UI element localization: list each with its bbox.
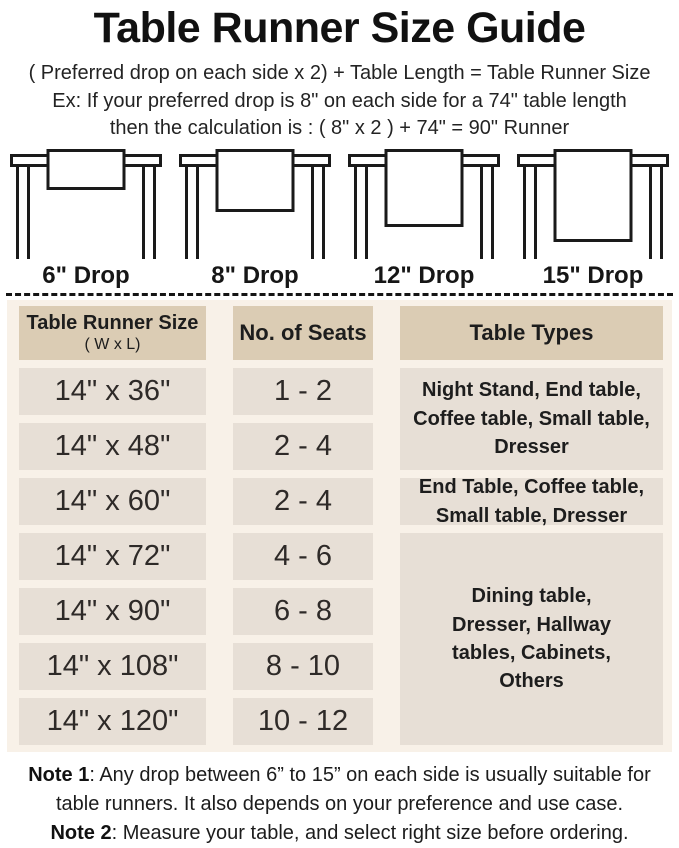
- runner-size-cell: 14" x 48": [19, 423, 206, 470]
- note-1-label: Note 1: [28, 764, 90, 786]
- size-table-panel: [7, 300, 672, 752]
- runner-size-cell: 14" x 108": [19, 643, 206, 690]
- column-header-runner-size-title: Table Runner Size: [26, 311, 199, 334]
- seats-cell: 8 - 10: [233, 643, 373, 690]
- table-types-cell: [400, 478, 663, 525]
- page-title: Table Runner Size Guide: [93, 4, 586, 52]
- table-runner-drape: [216, 149, 295, 212]
- drop-label: 8" Drop: [211, 262, 299, 289]
- column-header-runner-size-sub: ( W x L): [84, 335, 141, 353]
- table-leg-left: [185, 165, 199, 259]
- note-2-label: Note 2: [50, 822, 112, 844]
- table-runner-drape: [47, 149, 126, 190]
- runner-size-cell: 14" x 120": [19, 698, 206, 745]
- table-runner-drape: [385, 149, 464, 227]
- table-types-cell: [400, 368, 663, 470]
- table-types-text: Dining table, Dresser, Hallway tables, Cabinets, Others: [452, 585, 611, 693]
- table-leg-right: [480, 165, 494, 259]
- seats-cell: 2 - 4: [233, 478, 373, 525]
- header-section: [0, 0, 679, 142]
- dashed-divider: [6, 293, 673, 296]
- column-header-table-types: Table Types: [400, 306, 663, 360]
- column-header-seats: No. of Seats: [233, 306, 373, 360]
- seats-cell: 6 - 8: [233, 588, 373, 635]
- note-1: [8, 761, 672, 819]
- seats-cell: 10 - 12: [233, 698, 373, 745]
- table-drop-figure: [179, 149, 331, 290]
- table-runner-drape: [554, 149, 633, 242]
- note-2-text: : Measure your table, and select right size before ordering.: [111, 822, 629, 844]
- table-types-text: End Table, Coffee table, Small table, Dresser: [418, 476, 645, 527]
- example-line-2: then the calculation is : ( 8" x 2 ) + 74" = 90" Runner: [109, 116, 570, 139]
- note-2: [8, 819, 672, 848]
- runner-size-cell: 14" x 60": [19, 478, 206, 525]
- table-drop-figure: [348, 149, 500, 290]
- formula-text: ( Preferred drop on each side x 2) + Table Length = Table Runner Size: [28, 62, 651, 85]
- table-leg-right: [142, 165, 156, 259]
- note-1-text: : Any drop between 6” to 15” on each side is usually suitable for table runners. It also depends on your preference and use case.: [55, 764, 651, 815]
- runner-size-cell: 14" x 36": [19, 368, 206, 415]
- table-drop-figure: [10, 149, 162, 290]
- size-table: [19, 306, 672, 745]
- notes-section: [8, 761, 672, 848]
- runner-size-cell: 14" x 72": [19, 533, 206, 580]
- table-types-text: Night Stand, End table, Coffee table, Small table, Dresser: [413, 379, 650, 459]
- table-types-cell: [400, 533, 663, 745]
- table-leg-right: [311, 165, 325, 259]
- table-side-view-graphic: [10, 149, 162, 259]
- drop-label: 12" Drop: [373, 262, 475, 289]
- seats-cell: 2 - 4: [233, 423, 373, 470]
- seats-cell: 4 - 6: [233, 533, 373, 580]
- runner-size-cell: 14" x 90": [19, 588, 206, 635]
- column-header-runner-size: [19, 306, 206, 360]
- table-side-view-graphic: [348, 149, 500, 259]
- example-line-1: Ex: If your preferred drop is 8" on each side for a 74" table length: [52, 89, 627, 112]
- table-leg-left: [354, 165, 368, 259]
- table-side-view-graphic: [517, 149, 669, 259]
- table-leg-left: [523, 165, 537, 259]
- table-drop-figure: [517, 149, 669, 290]
- seats-cell: 1 - 2: [233, 368, 373, 415]
- drop-illustrations-row: [0, 149, 679, 290]
- table-side-view-graphic: [179, 149, 331, 259]
- table-leg-left: [16, 165, 30, 259]
- drop-label: 15" Drop: [542, 262, 644, 289]
- table-leg-right: [649, 165, 663, 259]
- drop-label: 6" Drop: [42, 262, 130, 289]
